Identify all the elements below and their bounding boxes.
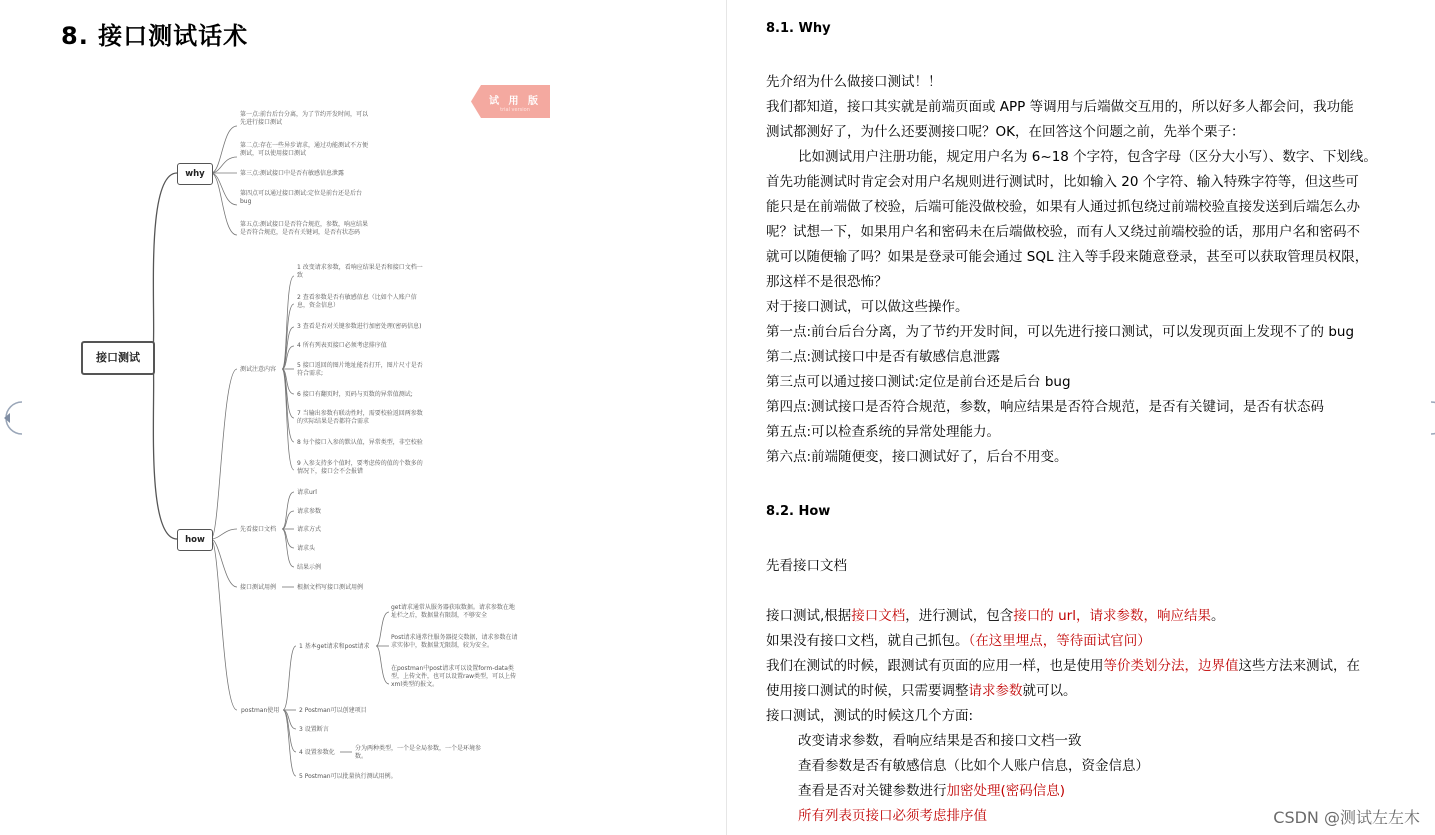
why-item: 第五点:测试接口是否符合规范，参数，响应结果 是否符合规范，是否有关键词，是否有状态码 [240, 221, 369, 236]
api-doc-item: 请求参数 [297, 508, 322, 515]
test-content-item: 2 查看参数是否有敏感信息（比如个人账户信 息，资金信息） [297, 294, 417, 309]
postman-label: postman使用 [241, 707, 280, 714]
why-line: 第四点:测试接口是否符合规范，参数，响应结果是否符合规范，是否有关键词，是否有状态码 [766, 399, 1325, 415]
highlight-text: 等价类划分法，边界值 [1103, 658, 1239, 674]
why-line: 呢？试想一下，如果用户名和密码未在后端做校验，而有人又绕过前端校验的话，那用户名和密码不 [766, 224, 1360, 240]
highlight-text: 请求参数 [968, 683, 1023, 699]
api-doc-item: 请求url [297, 489, 317, 496]
why-line: 那这样不是很恐怖？ [766, 274, 888, 290]
text-run: 接口测试,根据 [766, 608, 852, 624]
text-run: 这些方法来测试，在 [1238, 658, 1360, 674]
test-case-label: 接口测试用例 [240, 584, 277, 591]
why-line: 第六点:前端随便变，接口测试好了，后台不用变。 [766, 449, 1068, 465]
test-content-item: 3 查看是否对关键参数进行加密处理(密码信息) [297, 323, 422, 330]
test-content-item: 6 接口有翻页时，页码与页数的异常值测试; [297, 391, 413, 398]
api-doc-item: 请求方式 [297, 526, 322, 533]
why-item: 第二点:存在一些异步请求，通过功能测试不方便 测试，可以使用接口测试 [240, 142, 369, 157]
why-line: 第三点可以通过接口测试:定位是前台还是后台 bug [766, 374, 1071, 390]
api-doc-item: 请求头 [297, 545, 316, 552]
text-run: 使用接口测试的时候，只需要调整 [766, 683, 969, 699]
why-line: 能只是在前端做了校验，后端可能没做校验，如果有人通过抓包绕过前端校验直接发送到后端怎么办 [766, 199, 1360, 215]
why-line: 就可以随便输了吗？如果是登录可能会通过 SQL 注入等手段来随意登录，甚至可以获取管理员权限， [766, 249, 1369, 265]
test-content-item: 4 所有列表页接口必须考虑排序值 [297, 342, 387, 349]
test-content-item: 9 入参支持多个值时，要考虑传的值的个数多的 情况下，接口会不会报错 [297, 460, 423, 475]
why-item: 第一点:前台后台分离，为了节约开发时间，可以 先进行接口测试 [240, 111, 369, 126]
why-body [766, 70, 1396, 470]
highlight-text: （在这里埋点，等待面试官问） [968, 633, 1151, 649]
test-content-item: 7 当输出参数有联动性时，需要校验返回两参数 的实际结果是否都符合需求 [297, 410, 423, 425]
api-doc-label: 先看接口文档 [240, 526, 277, 533]
test-content-item: 5 接口返回的图片地址能否打开，图片尺寸是否 符合需求; [297, 362, 423, 377]
postman-basic-item: 在postman中post请求可以设置form-data类 型，上传文件，也可以设置raw类型，可以上传 xml类型的报文。 [391, 665, 517, 688]
why-line: 第二点:测试接口中是否有敏感信息泄露 [766, 349, 1001, 365]
text-run: 就可以。 [1022, 683, 1077, 699]
postman-item: 2 Postman可以创建项目 [299, 707, 367, 714]
how-line [766, 679, 1396, 704]
highlight-text: 加密处理(密码信息) [946, 783, 1066, 799]
how-line: 查看参数是否有敏感信息（比如个人账户信息，资金信息） [798, 758, 1149, 774]
test-content-label: 测试注意内容 [240, 366, 277, 373]
trial-badge-label: 试 用 版 [489, 96, 541, 107]
how-line [766, 629, 1396, 654]
why-line: 比如测试用户注册功能，规定用户名为 6~18 个字符，包含字母（区分大小写）、数字、下划线。 [798, 149, 1377, 165]
why-line: 测试都测好了，为什么还要测接口呢？OK，在回答这个问题之前，先举个栗子： [766, 124, 1245, 140]
how-line [766, 604, 1396, 629]
mindmap-node-why: why [177, 163, 213, 185]
postman-basic-label: 1 基本get请求和post请求 [299, 643, 370, 650]
why-line: 第五点:可以检查系统的异常处理能力。 [766, 424, 1001, 440]
how-body [766, 604, 1396, 829]
postman-param-note: 分为两种类型，一个是全局参数，一个是环境参 数。 [355, 745, 482, 760]
highlight-text: 接口文档 [851, 608, 906, 624]
how-line [766, 654, 1396, 679]
next-page-arrow-icon[interactable] [1431, 400, 1435, 436]
postman-basic-item: get请求通常从服务器获取数据。请求参数在地 址栏之后，数据量有限制，不够安全 [391, 604, 515, 619]
api-doc-item: 结果示例 [297, 564, 322, 571]
text-run: 如果没有接口文档，就自己抓包。 [766, 633, 969, 649]
why-line: 我们都知道，接口其实就是前端页面或 APP 等调用与后端做交互用的，所以好多人都会问，我功能 [766, 99, 1354, 115]
text-run: 查看是否对关键参数进行 [798, 783, 947, 799]
text-run: 我们在测试的时候，跟测试有页面的应用一样，也是使用 [766, 658, 1104, 674]
postman-item: 3 设置断言 [299, 726, 329, 733]
why-item: 第四点可以通过接口测试:定位是前台还是后台 bug [240, 190, 363, 205]
text-run: ，进行测试，包含 [905, 608, 1014, 624]
how-line: 接口测试，测试的时候这几个方面: [766, 708, 974, 724]
section-heading-why: 8.1. Why [766, 21, 831, 36]
csdn-watermark: CSDN @测试左左木 [1273, 808, 1420, 827]
postman-item: 5 Postman可以批量执行测试用例。 [299, 773, 397, 780]
how-line: 所有列表页接口必须考虑排序值 [798, 808, 987, 824]
why-item: 第三点:测试接口中是否有敏感信息泄露 [240, 170, 345, 177]
trial-badge-sub: trial version [500, 107, 530, 113]
test-content-item: 1 改变请求参数，看响应结果是否和接口文档一 致 [297, 264, 423, 279]
why-line: 首先功能测试时肯定会对用户名规则进行测试时，比如输入 20 个字符、输入特殊字符等，但这些可 [766, 174, 1359, 190]
why-line: 对于接口测试，可以做这些操作。 [766, 299, 969, 315]
highlight-text: 接口的 url，请求参数，响应结果 [1013, 608, 1211, 624]
postman-basic-item: Post请求通常往服务器提交数据，请求参数在请 求实体中，数据量无限制，较为安全。 [391, 634, 518, 649]
why-line: 第一点:前台后台分离，为了节约开发时间，可以先进行接口测试，可以发现页面上发现不了的 bug [766, 324, 1355, 340]
how-line: 改变请求参数，看响应结果是否和接口文档一致 [798, 733, 1082, 749]
why-line: 先介绍为什么做接口测试！！ [766, 74, 942, 90]
postman-item: 4 设置参数化 [299, 749, 335, 756]
chapter-title: 8. 接口测试话术 [61, 22, 249, 50]
prev-page-arrow-icon[interactable] [0, 400, 22, 436]
how-intro: 先看接口文档 [766, 558, 847, 574]
text-run: 。 [1210, 608, 1225, 624]
section-heading-how: 8.2. How [766, 504, 831, 519]
mindmap-root: 接口测试 [81, 341, 155, 375]
mindmap-node-how: how [177, 529, 213, 551]
test-case-note: 根据文档写接口测试用例 [297, 584, 364, 591]
test-content-item: 8 每个接口入参的默认值，异常类型，非空校验 [297, 439, 423, 446]
how-line [766, 779, 1396, 804]
right-page [727, 0, 1435, 835]
